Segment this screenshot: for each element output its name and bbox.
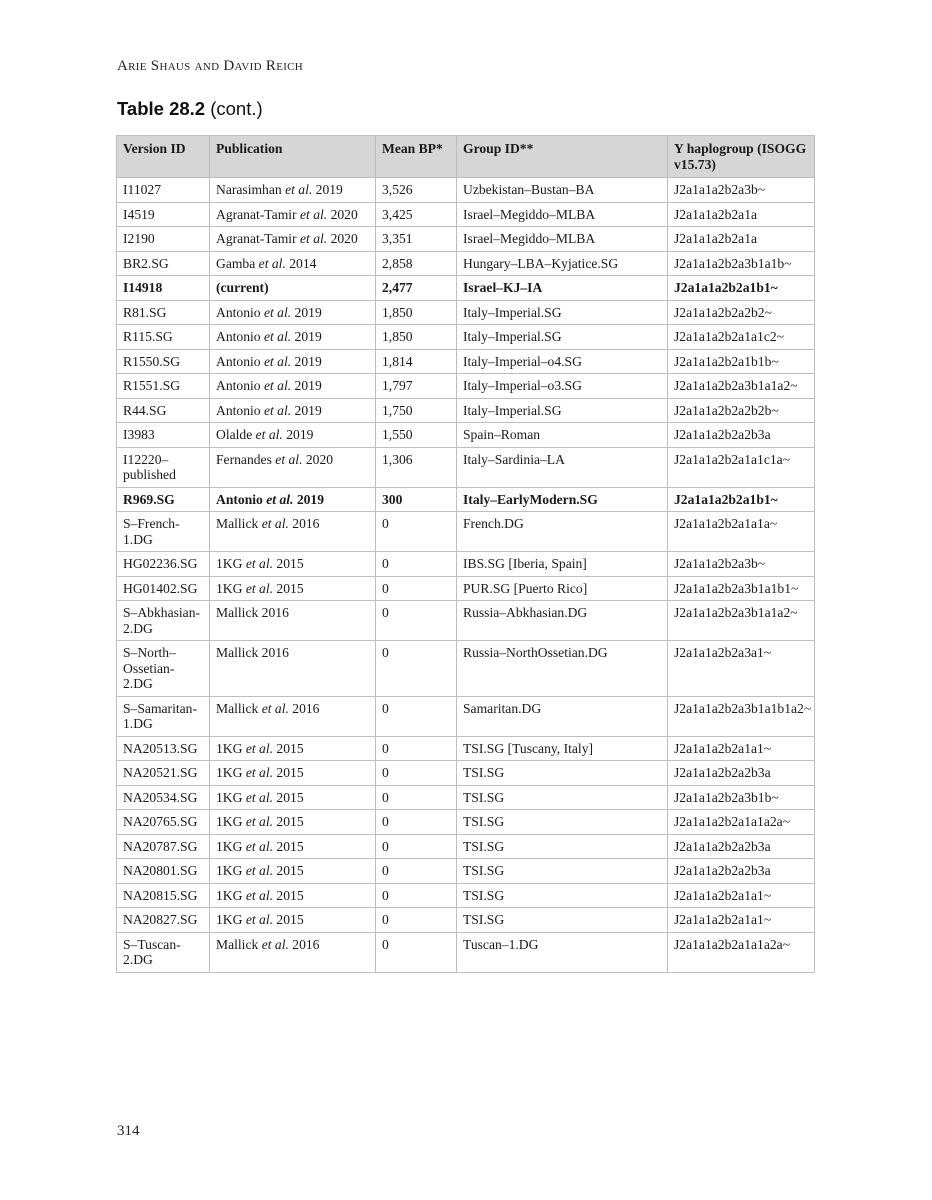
cell-publication (210, 423, 376, 448)
cell-y-haplogroup: J2a1a1a2b2a3b1a1b1~ (668, 576, 815, 601)
publication-author: Antonio (216, 353, 264, 369)
cell-group-id: Israel–KJ–IA (457, 276, 668, 301)
publication-etal: et al. (263, 402, 292, 418)
cell-y-haplogroup: J2a1a1a2b2a3b~ (668, 178, 815, 203)
publication-year: 2020 (302, 451, 334, 467)
publication-author: 1KG (216, 887, 246, 903)
publication-author: Mallick 2016 (216, 605, 289, 620)
publication-etal: et al. (245, 580, 274, 596)
cell-y-haplogroup: J2a1a1a2b2a3a1~ (668, 641, 815, 697)
publication-author: Mallick (216, 516, 262, 531)
table-row (117, 834, 815, 859)
cell-mean-bp: 0 (376, 512, 457, 552)
cell-mean-bp: 2,858 (376, 251, 457, 276)
publication-author: Antonio (216, 402, 264, 418)
publication-year: 2019 (291, 304, 322, 320)
publication-etal: et al. (245, 863, 274, 878)
cell-publication (210, 349, 376, 374)
cell-y-haplogroup: J2a1a1a2b2a1a1~ (668, 908, 815, 933)
cell-mean-bp: 1,550 (376, 423, 457, 448)
cell-version-id: NA20513.SG (117, 736, 210, 761)
publication-year: 2015 (273, 912, 304, 927)
cell-group-id: TSI.SG (457, 785, 668, 810)
publication-author: Antonio (216, 378, 264, 393)
table-row (117, 641, 815, 697)
cell-y-haplogroup: J2a1a1a2b2a1a1c1a~ (668, 447, 815, 487)
publication-author: Olalde (216, 427, 256, 442)
cell-mean-bp: 0 (376, 932, 457, 972)
cell-y-haplogroup: J2a1a1a2b2a2b3a (668, 834, 815, 859)
publication-etal: et al. (263, 304, 292, 320)
cell-version-id: I3983 (117, 423, 210, 448)
publication-etal: et al. (245, 740, 274, 756)
publication-etal: et al. (299, 231, 328, 246)
publication-author: Narasimhan (216, 182, 286, 197)
publication-year: 2015 (273, 740, 304, 756)
cell-y-haplogroup: J2a1a1a2b2a1a1a2a~ (668, 810, 815, 835)
cell-mean-bp: 0 (376, 552, 457, 577)
cell-mean-bp: 0 (376, 601, 457, 641)
publication-etal: et al. (266, 491, 294, 507)
cell-version-id: I12220–published (117, 447, 210, 487)
cell-group-id: Italy–Sardinia–LA (457, 447, 668, 487)
cell-mean-bp: 1,797 (376, 374, 457, 399)
cell-publication (210, 859, 376, 884)
cell-publication (210, 834, 376, 859)
cell-y-haplogroup: J2a1a1a2b2a2b3a (668, 859, 815, 884)
cell-y-haplogroup: J2a1a1a2b2a1a (668, 202, 815, 227)
publication-author: 1KG (216, 912, 246, 927)
cell-mean-bp: 300 (376, 487, 457, 512)
table-row (117, 696, 815, 736)
cell-version-id: NA20827.SG (117, 908, 210, 933)
cell-mean-bp: 0 (376, 761, 457, 786)
publication-author: Mallick (216, 700, 262, 716)
cell-group-id: Israel–Megiddo–MLBA (457, 202, 668, 227)
publication-author: 1KG (216, 580, 246, 596)
cell-version-id: S–Samaritan-1.DG (117, 696, 210, 736)
cell-group-id: Italy–EarlyModern.SG (457, 487, 668, 512)
cell-mean-bp: 1,850 (376, 325, 457, 350)
table-row (117, 251, 815, 276)
cell-version-id: NA20787.SG (117, 834, 210, 859)
cell-version-id: NA20521.SG (117, 761, 210, 786)
cell-version-id: S–French-1.DG (117, 512, 210, 552)
cell-y-haplogroup: J2a1a1a2b2a1b1b~ (668, 349, 815, 374)
cell-publication (210, 251, 376, 276)
cell-y-haplogroup: J2a1a1a2b2a3b1a1a2~ (668, 374, 815, 399)
cell-publication (210, 374, 376, 399)
cell-y-haplogroup: J2a1a1a2b2a1b1~ (668, 276, 815, 301)
cell-version-id: NA20534.SG (117, 785, 210, 810)
running-head: Arie Shaus and David Reich (117, 58, 304, 74)
cell-group-id: Italy–Imperial.SG (457, 398, 668, 423)
cell-y-haplogroup: J2a1a1a2b2a2b3a (668, 423, 815, 448)
cell-y-haplogroup: J2a1a1a2b2a1a (668, 227, 815, 252)
table-caption (117, 98, 263, 120)
table-row (117, 487, 815, 512)
publication-etal: et al. (245, 765, 274, 780)
publication-etal: et al. (261, 700, 289, 716)
publication-etal: et al. (245, 912, 274, 927)
column-header-y-haplogroup: Y haplogroup (ISOGG v15.73) (668, 136, 815, 178)
cell-version-id: NA20815.SG (117, 883, 210, 908)
publication-year: 2016 (288, 936, 320, 952)
table-caption-suffix: (cont.) (205, 98, 263, 119)
cell-mean-bp: 3,526 (376, 178, 457, 203)
page-number: 314 (117, 1123, 140, 1139)
cell-mean-bp: 0 (376, 908, 457, 933)
cell-publication (210, 761, 376, 786)
cell-group-id: Russia–NorthOssetian.DG (457, 641, 668, 697)
cell-mean-bp: 1,306 (376, 447, 457, 487)
table-row (117, 398, 815, 423)
cell-publication (210, 641, 376, 697)
cell-mean-bp: 0 (376, 696, 457, 736)
cell-publication (210, 487, 376, 512)
table-row (117, 883, 815, 908)
cell-y-haplogroup: J2a1a1a2b2a3b1b~ (668, 785, 815, 810)
table-row (117, 908, 815, 933)
cell-publication (210, 227, 376, 252)
cell-version-id: R81.SG (117, 300, 210, 325)
publication-etal: et al. (263, 353, 292, 369)
publication-year: 2020 (327, 206, 358, 222)
cell-publication (210, 908, 376, 933)
cell-publication (210, 552, 376, 577)
publication-year: 2015 (273, 838, 304, 854)
publication-year: 2019 (293, 491, 325, 507)
publication-etal: et al. (299, 206, 328, 222)
publication-author: 1KG (216, 556, 246, 571)
publication-year: 2015 (273, 580, 304, 596)
publication-etal: et al. (263, 329, 292, 344)
cell-mean-bp: 3,425 (376, 202, 457, 227)
cell-y-haplogroup: J2a1a1a2b2a3b1a1b~ (668, 251, 815, 276)
publication-year: 2019 (282, 427, 314, 442)
publication-year: 2015 (273, 863, 304, 878)
table-header-row (117, 136, 815, 178)
publication-year: 2019 (312, 182, 343, 197)
table-row (117, 810, 815, 835)
publication-year: 2015 (273, 814, 304, 829)
cell-y-haplogroup: J2a1a1a2b2a2b2b~ (668, 398, 815, 423)
table-body (117, 178, 815, 973)
cell-group-id: TSI.SG (457, 908, 668, 933)
cell-y-haplogroup: J2a1a1a2b2a2b3a (668, 761, 815, 786)
cell-group-id: Tuscan–1.DG (457, 932, 668, 972)
column-header-publication: Publication (210, 136, 376, 178)
cell-version-id: I11027 (117, 178, 210, 203)
cell-version-id: R1551.SG (117, 374, 210, 399)
publication-year: 2016 (288, 516, 320, 531)
publication-year: 2019 (291, 353, 322, 369)
cell-group-id: Italy–Imperial–o3.SG (457, 374, 668, 399)
cell-group-id: Hungary–LBA–Kyjatice.SG (457, 251, 668, 276)
publication-year: 2015 (273, 887, 304, 903)
cell-version-id: I4519 (117, 202, 210, 227)
table-row (117, 785, 815, 810)
publication-author: 1KG (216, 740, 246, 756)
cell-group-id: Italy–Imperial.SG (457, 300, 668, 325)
cell-group-id: TSI.SG (457, 834, 668, 859)
cell-publication (210, 601, 376, 641)
cell-group-id: Russia–Abkhasian.DG (457, 601, 668, 641)
table-row (117, 576, 815, 601)
cell-group-id: Samaritan.DG (457, 696, 668, 736)
cell-group-id: TSI.SG (457, 810, 668, 835)
publication-etal: et al. (263, 378, 292, 393)
cell-mean-bp: 2,477 (376, 276, 457, 301)
cell-group-id: TSI.SG (457, 761, 668, 786)
cell-group-id: IBS.SG [Iberia, Spain] (457, 552, 668, 577)
cell-y-haplogroup: J2a1a1a2b2a1a1~ (668, 883, 815, 908)
cell-y-haplogroup: J2a1a1a2b2a3b~ (668, 552, 815, 577)
table-row (117, 227, 815, 252)
cell-mean-bp: 0 (376, 859, 457, 884)
cell-publication (210, 932, 376, 972)
cell-y-haplogroup: J2a1a1a2b2a1a1a2a~ (668, 932, 815, 972)
cell-version-id: NA20765.SG (117, 810, 210, 835)
cell-publication (210, 883, 376, 908)
cell-publication (210, 276, 376, 301)
publication-author: Mallick (216, 936, 262, 952)
cell-group-id: French.DG (457, 512, 668, 552)
cell-publication (210, 447, 376, 487)
publication-author: Mallick 2016 (216, 645, 289, 660)
cell-publication (210, 696, 376, 736)
cell-mean-bp: 1,850 (376, 300, 457, 325)
cell-group-id: TSI.SG (457, 883, 668, 908)
publication-year: 2015 (273, 789, 304, 805)
table-row (117, 512, 815, 552)
cell-y-haplogroup: J2a1a1a2b2a2b2~ (668, 300, 815, 325)
publication-year: 2019 (291, 378, 322, 393)
cell-version-id: NA20801.SG (117, 859, 210, 884)
cell-group-id: PUR.SG [Puerto Rico] (457, 576, 668, 601)
table-row (117, 761, 815, 786)
publication-etal: et al. (245, 789, 274, 805)
cell-mean-bp: 1,814 (376, 349, 457, 374)
cell-group-id: Italy–Imperial.SG (457, 325, 668, 350)
cell-mean-bp: 0 (376, 810, 457, 835)
table-row (117, 178, 815, 203)
cell-mean-bp: 0 (376, 883, 457, 908)
cell-y-haplogroup: J2a1a1a2b2a3b1a1a2~ (668, 601, 815, 641)
cell-group-id: Uzbekistan–Bustan–BA (457, 178, 668, 203)
table-row (117, 447, 815, 487)
cell-publication (210, 300, 376, 325)
table-row (117, 202, 815, 227)
table-row (117, 276, 815, 301)
cell-y-haplogroup: J2a1a1a2b2a1a1~ (668, 736, 815, 761)
publication-author: Antonio (216, 491, 267, 507)
publication-etal: et al. (275, 451, 303, 467)
table-caption-label: Table 28.2 (117, 98, 206, 119)
publication-author: 1KG (216, 765, 246, 780)
publication-author: Agranat-Tamir (216, 206, 300, 222)
cell-y-haplogroup: J2a1a1a2b2a1a1c2~ (668, 325, 815, 350)
column-header-group-id: Group ID** (457, 136, 668, 178)
cell-publication (210, 202, 376, 227)
cell-publication (210, 325, 376, 350)
cell-version-id: R1550.SG (117, 349, 210, 374)
table-row (117, 374, 815, 399)
table-row (117, 552, 815, 577)
cell-version-id: I2190 (117, 227, 210, 252)
cell-mean-bp: 1,750 (376, 398, 457, 423)
cell-version-id: HG02236.SG (117, 552, 210, 577)
publication-etal: et al. (245, 556, 274, 571)
publication-author: 1KG (216, 838, 246, 854)
publication-author: Fernandes (216, 451, 276, 467)
cell-version-id: S–North–Ossetian-2.DG (117, 641, 210, 697)
publication-etal: et al. (258, 255, 286, 271)
publication-etal: et al. (245, 887, 274, 903)
cell-group-id: TSI.SG [Tuscany, Italy] (457, 736, 668, 761)
cell-publication (210, 178, 376, 203)
publication-author: Antonio (216, 304, 264, 320)
publication-etal: et al. (255, 427, 283, 442)
cell-version-id: R969.SG (117, 487, 210, 512)
cell-group-id: TSI.SG (457, 859, 668, 884)
table-row (117, 325, 815, 350)
publication-year: 2015 (273, 556, 304, 571)
cell-mean-bp: 0 (376, 736, 457, 761)
cell-mean-bp: 0 (376, 785, 457, 810)
cell-publication (210, 512, 376, 552)
cell-mean-bp: 0 (376, 576, 457, 601)
cell-group-id: Spain–Roman (457, 423, 668, 448)
cell-version-id: BR2.SG (117, 251, 210, 276)
cell-mean-bp: 3,351 (376, 227, 457, 252)
cell-publication (210, 398, 376, 423)
cell-version-id: R115.SG (117, 325, 210, 350)
publication-etal: et al. (261, 516, 289, 531)
cell-y-haplogroup: J2a1a1a2b2a1a1a~ (668, 512, 815, 552)
publication-year: 2019 (291, 402, 322, 418)
table-row (117, 300, 815, 325)
cell-publication (210, 810, 376, 835)
cell-version-id: R44.SG (117, 398, 210, 423)
publication-year: 2015 (273, 765, 304, 780)
cell-y-haplogroup: J2a1a1a2b2a1b1~ (668, 487, 815, 512)
publication-etal: et al. (285, 182, 313, 197)
publication-author: 1KG (216, 863, 246, 878)
publication-author: Agranat-Tamir (216, 231, 300, 246)
cell-publication (210, 736, 376, 761)
cell-version-id: S–Abkhasian-2.DG (117, 601, 210, 641)
table-row (117, 736, 815, 761)
table-row (117, 423, 815, 448)
cell-version-id: S–Tuscan-2.DG (117, 932, 210, 972)
publication-etal: et al. (245, 814, 274, 829)
publication-year: 2016 (288, 700, 320, 716)
cell-mean-bp: 0 (376, 641, 457, 697)
publication-year: 2014 (285, 255, 317, 271)
cell-mean-bp: 0 (376, 834, 457, 859)
table-row (117, 601, 815, 641)
column-header-mean-bp: Mean BP* (376, 136, 457, 178)
publication-author: 1KG (216, 789, 246, 805)
cell-publication (210, 576, 376, 601)
cell-y-haplogroup: J2a1a1a2b2a3b1a1b1a2~ (668, 696, 815, 736)
table-row (117, 859, 815, 884)
column-header-version-id: Version ID (117, 136, 210, 178)
publication-etal: et al. (261, 936, 289, 952)
table-row (117, 349, 815, 374)
cell-publication (210, 785, 376, 810)
haplogroup-table (116, 135, 815, 973)
cell-version-id: HG01402.SG (117, 576, 210, 601)
publication-year: 2019 (291, 329, 322, 344)
publication-author: Antonio (216, 329, 264, 344)
publication-etal: et al. (245, 838, 274, 854)
table-row (117, 932, 815, 972)
publication-author: Gamba (216, 255, 259, 271)
cell-group-id: Israel–Megiddo–MLBA (457, 227, 668, 252)
cell-version-id: I14918 (117, 276, 210, 301)
publication-year: 2020 (327, 231, 358, 246)
publication-author: (current) (216, 280, 269, 295)
publication-author: 1KG (216, 814, 246, 829)
cell-group-id: Italy–Imperial–o4.SG (457, 349, 668, 374)
